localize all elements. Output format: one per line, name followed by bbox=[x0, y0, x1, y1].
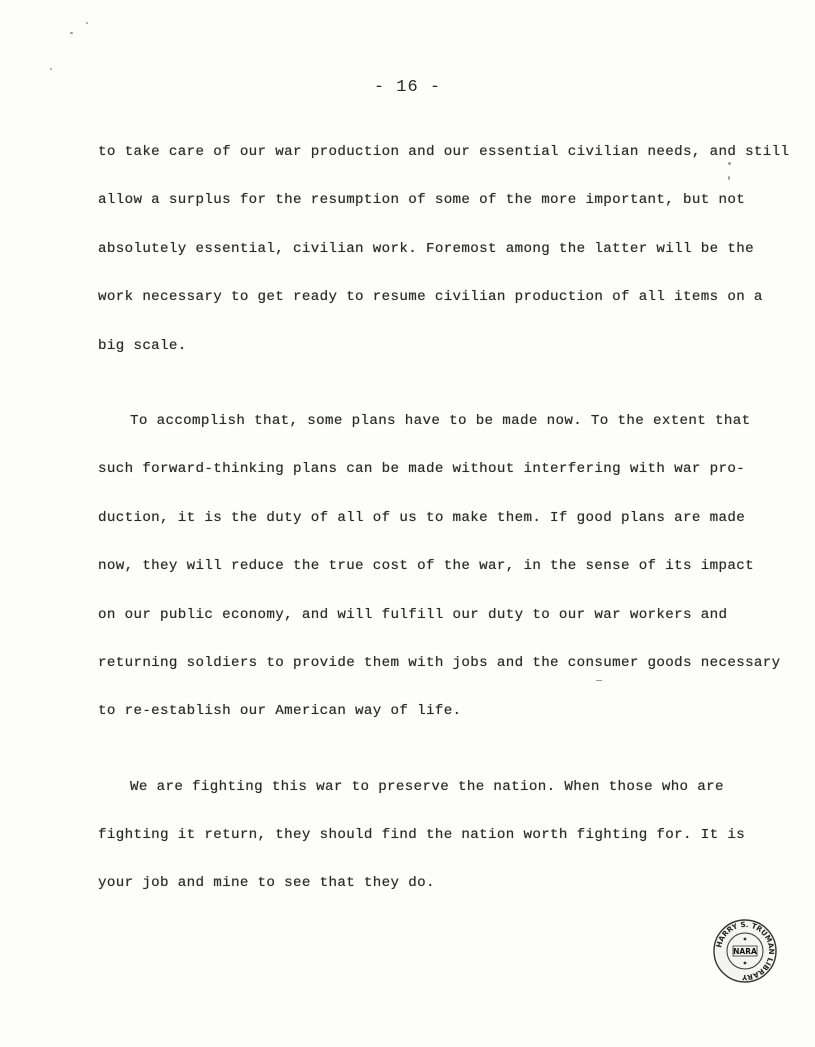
text-line: work necessary to get ready to resume civilian production of all items on a bbox=[98, 289, 763, 306]
text-line: returning soldiers to provide them with jobs and the consumer goods necessary bbox=[98, 654, 781, 671]
text-line: such forward-thinking plans can be made without interfering with war pro- bbox=[98, 461, 746, 478]
text-line: We are fighting this war to preserve the nation. When those who are bbox=[130, 778, 724, 795]
text-line: your job and mine to see that they do. bbox=[98, 875, 435, 892]
text-line: to take care of our war production and our essential civilian needs, and still bbox=[98, 144, 790, 160]
text-line: absolutely essential, civilian work. Foremost among the latter will be the bbox=[98, 240, 754, 257]
text-line: big scale. bbox=[98, 337, 187, 354]
body-text bbox=[98, 128, 790, 908]
scan-speck bbox=[70, 32, 73, 34]
seal-ring-text: HARRY S. TRUMAN LIBRARY bbox=[714, 919, 777, 983]
text-line: fighting it return, they should find the nation worth fighting for. It is bbox=[98, 827, 746, 844]
text-line: to re-establish our American way of life. bbox=[98, 703, 462, 720]
text-line: allow a surplus for the resumption of some of the more important, but not bbox=[98, 192, 746, 209]
text-line: To accomplish that, some plans have to be made now. To the extent that bbox=[130, 412, 751, 429]
seal-center-text: NARA bbox=[733, 947, 757, 956]
text-line: on our public economy, and will fulfill our duty to our war workers and bbox=[98, 606, 728, 623]
paragraph-gap bbox=[98, 370, 738, 397]
scan-speck bbox=[50, 68, 52, 70]
scan-speck bbox=[86, 22, 88, 24]
truman-library-seal bbox=[712, 918, 778, 984]
page-number: - 16 - bbox=[373, 78, 442, 97]
text-line: duction, it is the duty of all of us to make them. If good plans are made bbox=[98, 509, 746, 526]
text-line: now, they will reduce the true cost of the war, in the sense of its impact bbox=[98, 558, 754, 575]
paragraph-gap bbox=[98, 736, 738, 763]
